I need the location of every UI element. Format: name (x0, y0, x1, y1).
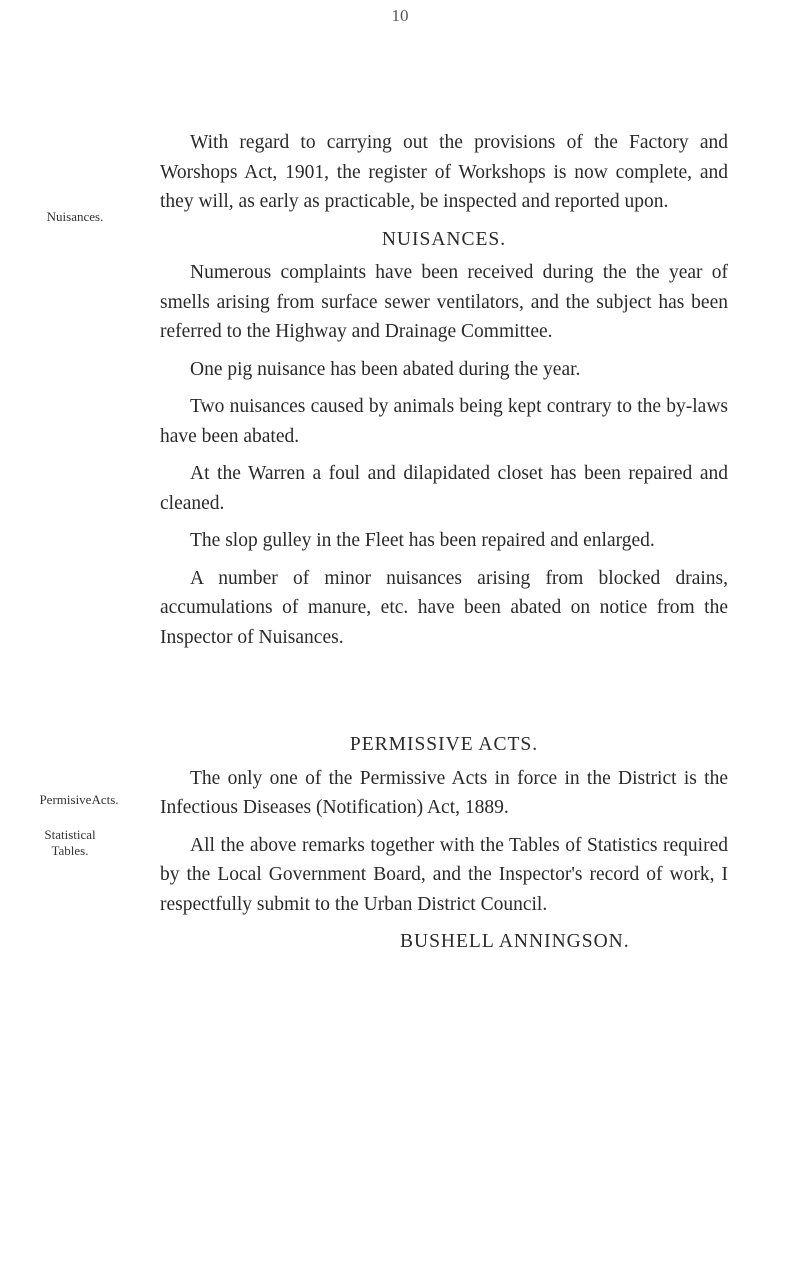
text-section-top (160, 128, 728, 660)
nuisances-paragraph-3: Two nuisances caused by animals being kept contrary to the by-laws have been abated. (160, 396, 728, 447)
permissive-acts-paragraph: The only one of the Permissive Acts in force in the District is the Infectious Diseases (Notification) Act, 1889. (160, 767, 728, 818)
nuisances-paragraph-4: At the Warren a foul and dilapidated closet has been repaired and cleaned. (160, 463, 728, 514)
nuisances-paragraph-6: A number of minor nuisances arising from blocked drains, accumulations of manure, etc. have been abated on notice from the Inspector of Nuisances. (160, 567, 728, 648)
permissive-acts-heading: PERMISSIVE ACTS. (349, 734, 539, 755)
workshops-paragraph: With regard to carrying out the provisions of the Factory and Worshops Act, 1901, the register of Workshops is now complete, and they will, as early as practicable, be inspected and reported upon. (160, 132, 728, 212)
nuisances-heading: NUISANCES. (381, 228, 507, 250)
margin-note-nuisances: Nuisances. (46, 209, 104, 224)
nuisances-paragraph-5: The slop gulley in the Fleet has been repaired and enlarged. (190, 530, 655, 551)
nuisances-paragraph-1: Numerous complaints have been received during the the year of smells arising from surface sewer ventilators, and the subject has been referred to the Highway and Drainage Committee. (160, 262, 728, 342)
signature: BUSHELL ANNINGSON. (400, 931, 630, 952)
text-section-bottom (160, 730, 728, 965)
closing-paragraph: All the above remarks together with the Tables of Statistics required by the Local Government Board, and the Inspector's record of work, I respectfully submit to the Urban District Council. (160, 834, 728, 915)
nuisances-paragraph-2: One pig nuisance has been abated during the year. (190, 358, 581, 380)
page-number: 10 (391, 6, 409, 25)
margin-note-statistical-tables: Statistical Tables. (44, 827, 96, 858)
margin-note-permissive-acts: PermisiveActs. (39, 792, 119, 807)
